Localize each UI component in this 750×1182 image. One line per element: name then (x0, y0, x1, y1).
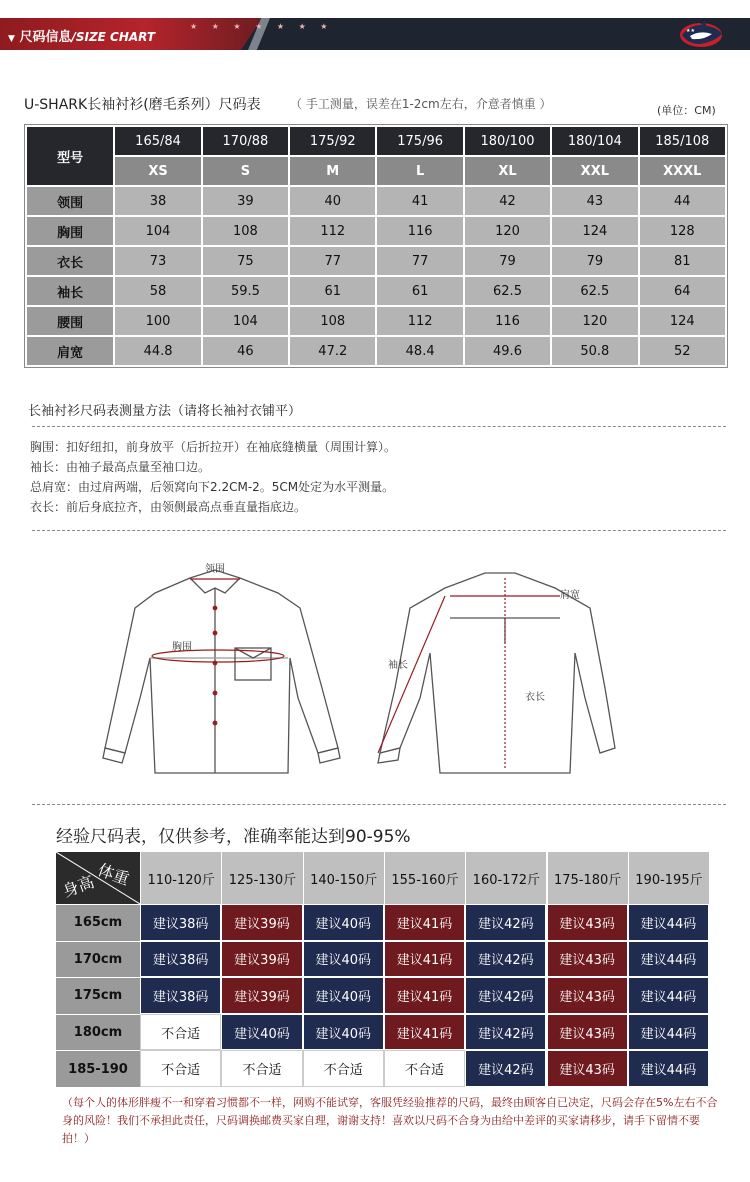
value-cell: 112 (377, 307, 462, 335)
value-cell: 41 (377, 187, 462, 215)
size-suggestion-cell: 建议38码 (140, 941, 221, 978)
label-collar: 领围 (205, 564, 225, 575)
reference-table (56, 852, 708, 1087)
value-cell: 47.2 (290, 337, 375, 365)
header-bar (0, 18, 750, 50)
size-suggestion-cell: 建议41码 (384, 1014, 465, 1051)
size-cell: XXXL (640, 157, 725, 185)
weight-header: 125-130斤 (221, 852, 302, 904)
value-cell: 120 (552, 307, 637, 335)
value-cell: 108 (290, 307, 375, 335)
height-row-label: 175cm (56, 977, 140, 1014)
height-cell: 175/96 (377, 127, 462, 155)
value-cell: 124 (552, 217, 637, 245)
height-cell: 165/84 (115, 127, 200, 155)
size-cell: XL (465, 157, 550, 185)
model-header: 型号 (27, 127, 113, 185)
height-row-label: 165cm (56, 904, 140, 941)
weight-header: 140-150斤 (303, 852, 384, 904)
measure-row (27, 217, 725, 245)
size-suggestion-cell: 建议40码 (221, 1014, 302, 1051)
value-cell: 50.8 (552, 337, 637, 365)
height-cell: 185/108 (640, 127, 725, 155)
value-cell: 81 (640, 247, 725, 275)
height-row-label: 180cm (56, 1014, 140, 1051)
header-stars: ★ ★ ★ ★ ★ ★ ★ (190, 22, 334, 31)
value-cell: 120 (465, 217, 550, 245)
value-cell: 42 (465, 187, 550, 215)
value-cell: 79 (552, 247, 637, 275)
label-sleeve: 袖长 (388, 660, 408, 671)
header-title-en: /SIZE CHART (71, 30, 156, 44)
value-cell: 61 (290, 277, 375, 305)
shark-logo-icon (678, 20, 724, 48)
shirt-illustration (0, 548, 750, 788)
value-cell: 44 (640, 187, 725, 215)
height-row-label: 170cm (56, 941, 140, 978)
size-chart-note: （ 手工测量，误差在1-2cm左右，介意者慎重 ） (290, 97, 552, 111)
size-suggestion-cell: 建议38码 (140, 977, 221, 1014)
value-cell: 39 (203, 187, 288, 215)
height-row-label: 185-190 (56, 1050, 140, 1087)
value-cell: 38 (115, 187, 200, 215)
height-cell: 175/92 (290, 127, 375, 155)
height-cell: 180/100 (465, 127, 550, 155)
size-suggestion-cell: 建议44码 (628, 941, 709, 978)
divider (32, 426, 726, 427)
value-cell: 40 (290, 187, 375, 215)
value-cell: 77 (377, 247, 462, 275)
size-suggestion-cell: 建议44码 (628, 1050, 709, 1087)
size-suggestion-cell: 建议43码 (547, 941, 628, 978)
row-label: 腰围 (27, 307, 113, 335)
value-cell: 104 (203, 307, 288, 335)
value-cell: 77 (290, 247, 375, 275)
size-cell: XXL (552, 157, 637, 185)
value-cell: 44.8 (115, 337, 200, 365)
row-label: 领围 (27, 187, 113, 215)
value-cell: 79 (465, 247, 550, 275)
size-chart-unit: (单位：CM) (657, 104, 716, 117)
method-item: 总肩宽：由过肩两端，后领窝向下2.2CM-2。5CM处定为水平测量。 (30, 480, 395, 494)
value-cell: 62.5 (465, 277, 550, 305)
value-cell: 124 (640, 307, 725, 335)
size-suggestion-cell: 建议39码 (221, 904, 302, 941)
size-suggestion-cell: 不合适 (140, 1014, 221, 1051)
size-suggestion-cell: 建议43码 (547, 1014, 628, 1051)
value-cell: 59.5 (203, 277, 288, 305)
row-label: 肩宽 (27, 337, 113, 365)
weight-header: 190-195斤 (628, 852, 709, 904)
method-item: 衣长：前后身底拉齐，由领侧最高点垂直量指底边。 (30, 500, 307, 514)
size-cell: M (290, 157, 375, 185)
method-item: 袖长：由袖子最高点量至袖口边。 (30, 460, 211, 474)
corner-height-label: 身高 (60, 872, 97, 901)
size-suggestion-cell: 建议40码 (303, 904, 384, 941)
value-cell: 116 (465, 307, 550, 335)
value-cell: 128 (640, 217, 725, 245)
measure-row (27, 187, 725, 215)
size-suggestion-cell: 建议41码 (384, 977, 465, 1014)
size-suggestion-cell: 不合适 (384, 1050, 465, 1087)
value-cell: 75 (203, 247, 288, 275)
measure-row (27, 277, 725, 305)
size-suggestion-cell: 不合适 (140, 1050, 221, 1087)
label-shoulder: 肩宽 (560, 590, 580, 601)
value-cell: 48.4 (377, 337, 462, 365)
label-chest: 胸围 (172, 642, 192, 653)
measure-row (27, 307, 725, 335)
method-item: 胸围：扣好纽扣，前身放平（后折拉开）在袖底缝横量（周围计算）。 (30, 440, 397, 454)
row-label: 袖长 (27, 277, 113, 305)
size-suggestion-cell: 建议38码 (140, 904, 221, 941)
weight-header: 160-172斤 (465, 852, 546, 904)
size-suggestion-cell: 建议42码 (465, 977, 546, 1014)
measure-row (27, 337, 725, 365)
value-cell: 73 (115, 247, 200, 275)
weight-header: 175-180斤 (547, 852, 628, 904)
value-cell: 108 (203, 217, 288, 245)
value-cell: 49.6 (465, 337, 550, 365)
row-label: 胸围 (27, 217, 113, 245)
triangle-icon: ▼ (8, 34, 15, 44)
size-chart-table (24, 124, 728, 368)
value-cell: 116 (377, 217, 462, 245)
value-cell: 58 (115, 277, 200, 305)
footnote: （每个人的体形胖瘦不一和穿着习惯都不一样，网购不能试穿，客服凭经验推荐的尺码，最终由顾客自已决定，尺码会存在5%左右不合身的风险！我们不承担此责任，尺码调换邮费买家自理，谢谢支持！喜欢以尺码不合身为由给中差评的买家请移步，请手下留情不要拍！） (62, 1096, 718, 1145)
corner-weight-label: 体重 (95, 860, 132, 889)
value-cell: 64 (640, 277, 725, 305)
size-suggestion-cell: 建议43码 (547, 977, 628, 1014)
size-suggestion-cell: 建议40码 (303, 977, 384, 1014)
height-cell: 170/88 (203, 127, 288, 155)
size-suggestion-cell: 建议41码 (384, 904, 465, 941)
size-suggestion-cell: 建议42码 (465, 904, 546, 941)
size-cell: S (203, 157, 288, 185)
label-length: 衣长 (525, 692, 545, 703)
corner-header (56, 852, 140, 904)
height-row (27, 127, 725, 155)
value-cell: 112 (290, 217, 375, 245)
size-suggestion-cell: 建议44码 (628, 904, 709, 941)
size-suggestion-cell: 建议44码 (628, 977, 709, 1014)
size-suggestion-cell: 不合适 (303, 1050, 384, 1087)
value-cell: 46 (203, 337, 288, 365)
size-suggestion-cell: 建议43码 (547, 1050, 628, 1087)
size-suggestion-cell: 不合适 (221, 1050, 302, 1087)
size-suggestion-cell: 建议40码 (303, 941, 384, 978)
row-label: 衣长 (27, 247, 113, 275)
method-title: 长袖衬衫尺码表测量方法（请将长袖衬衣铺平） (28, 404, 302, 419)
size-suggestion-cell: 建议42码 (465, 1050, 546, 1087)
shirt-diagram-icon (0, 548, 750, 788)
svg-text:★★: ★★ (686, 28, 695, 34)
size-suggestion-cell: 建议44码 (628, 1014, 709, 1051)
value-cell: 100 (115, 307, 200, 335)
value-cell: 52 (640, 337, 725, 365)
size-suggestion-cell: 建议42码 (465, 1014, 546, 1051)
value-cell: 62.5 (552, 277, 637, 305)
header-title-cn: 尺码信息 (19, 30, 72, 45)
size-suggestion-cell: 建议39码 (221, 941, 302, 978)
header-title (8, 26, 155, 45)
value-cell: 43 (552, 187, 637, 215)
measure-row (27, 247, 725, 275)
size-suggestion-cell: 建议42码 (465, 941, 546, 978)
height-cell: 180/104 (552, 127, 637, 155)
value-cell: 61 (377, 277, 462, 305)
size-row (27, 157, 725, 185)
size-chart-title: U-SHARK长袖衬衫(磨毛系列）尺码表 (24, 97, 261, 113)
size-suggestion-cell: 建议39码 (221, 977, 302, 1014)
size-suggestion-cell: 建议43码 (547, 904, 628, 941)
size-suggestion-cell: 建议40码 (303, 1014, 384, 1051)
value-cell: 104 (115, 217, 200, 245)
size-suggestion-cell: 建议41码 (384, 941, 465, 978)
size-cell: XS (115, 157, 200, 185)
size-cell: L (377, 157, 462, 185)
weight-header: 110-120斤 (140, 852, 221, 904)
divider (32, 804, 726, 805)
divider (32, 530, 726, 531)
weight-header: 155-160斤 (384, 852, 465, 904)
reference-title: 经验尺码表，仅供参考，准确率能达到90-95% (56, 827, 411, 847)
